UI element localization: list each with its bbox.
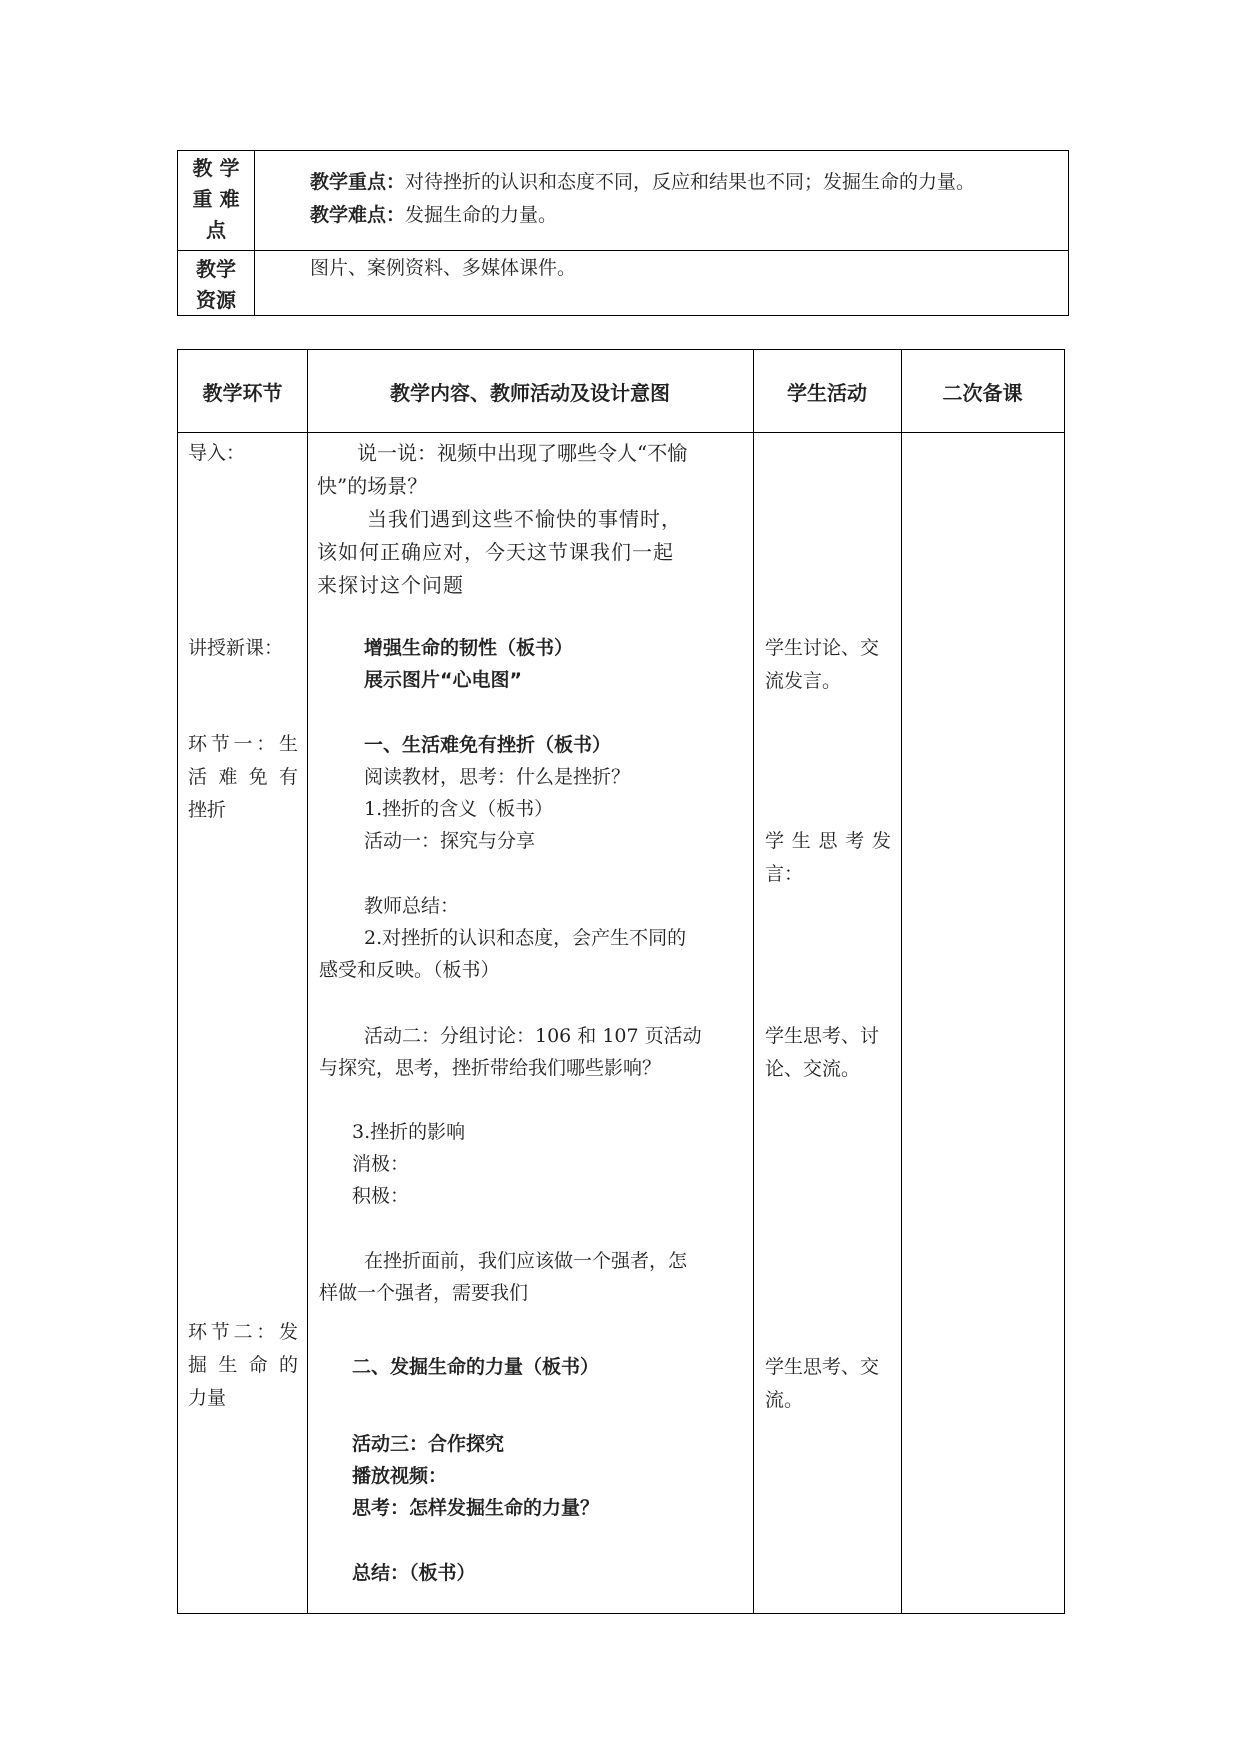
header-student-activity: 学生活动 xyxy=(787,380,867,405)
lesson-title: 增强生命的韧性（板书） xyxy=(364,637,574,659)
column-divider xyxy=(753,350,754,1613)
section-intro: 导入： xyxy=(188,442,246,464)
summary-line: 总结：（板书） xyxy=(352,1562,476,1584)
be-strong-line-two: 样做一个强者，需要我们 xyxy=(319,1282,529,1304)
frustration-meaning: 1.挫折的含义（板书） xyxy=(364,798,554,820)
column-divider xyxy=(901,350,902,1613)
influence-positive: 积极： xyxy=(352,1185,410,1207)
column-divider xyxy=(254,151,255,315)
be-strong-line-one: 在挫折面前，我们应该做一个强者，怎 xyxy=(364,1250,688,1272)
influence-negative: 消极： xyxy=(352,1153,410,1175)
student-activity-think-discuss: 学生思考、讨 论、交流。 xyxy=(765,1025,880,1080)
activity-three: 活动三：合作探究 xyxy=(352,1433,505,1455)
column-divider xyxy=(307,350,308,1613)
student-activity-discuss: 学生讨论、交 流发言。 xyxy=(765,637,880,692)
show-picture: 展示图片“心电图” xyxy=(364,669,522,691)
activity-two-line-one: 活动二：分组讨论：106 和 107 页活动 xyxy=(364,1025,702,1047)
key-points-table xyxy=(177,150,1069,316)
section-part-two: 环节二：发 掘 生 命 的 力量 xyxy=(188,1321,298,1409)
key-difficult-points-label: 教 学 重 难 点 xyxy=(192,156,240,242)
teaching-resources-label: 教学 资源 xyxy=(196,257,236,312)
header-divider xyxy=(178,432,1064,433)
activity-one: 活动一：探究与分享 xyxy=(364,830,536,852)
lesson-plan-table xyxy=(177,349,1065,1614)
read-textbook: 阅读教材，思考：什么是挫折？ xyxy=(364,766,631,788)
play-video: 播放视频： xyxy=(352,1465,448,1487)
row-divider xyxy=(178,250,1068,251)
attitude-line-one: 2.对挫折的认识和态度，会产生不同的 xyxy=(364,927,687,949)
section-new-lesson: 讲授新课： xyxy=(188,637,284,659)
teaching-resources-content: 图片、案例资料、多媒体课件。 xyxy=(310,257,577,279)
intro-content: 说一说：视频中出现了哪些令人“不愉 快”的场景？ 当我们遇到这些不愉快的事情时， 该如何正确应对，今天这节课我们一起 来探讨这个问题 xyxy=(317,441,688,597)
attitude-line-two: 感受和反映。（板书） xyxy=(319,959,500,981)
frustration-influence: 3.挫折的影响 xyxy=(352,1121,466,1143)
activity-two-line-two: 与探究，思考，挫折带给我们哪些影响？ xyxy=(319,1057,662,1079)
key-difficult-points-content xyxy=(310,166,975,232)
header-second-preparation: 二次备课 xyxy=(942,380,1023,405)
header-teaching-section: 教学环节 xyxy=(202,380,283,405)
header-teaching-content: 教学内容、教师活动及设计意图 xyxy=(390,380,670,405)
student-activity-think-exchange: 学生思考、交 流。 xyxy=(765,1356,880,1411)
think-question: 思考：怎样发掘生命的力量？ xyxy=(352,1497,600,1519)
heading-two: 二、发掘生命的力量（板书） xyxy=(352,1356,600,1378)
teacher-summary: 教师总结： xyxy=(364,895,460,917)
difficult-point-line: 教学难点：发掘生命的力量。 xyxy=(310,204,558,226)
section-part-one: 环节一：生 活 难 免 有 挫折 xyxy=(188,733,298,821)
heading-one: 一、生活难免有挫折（板书） xyxy=(364,734,612,756)
key-point-line: 教学重点：对待挫折的认识和态度不同，反应和结果也不同；发掘生命的力量。 xyxy=(310,171,976,193)
student-activity-think-speak: 学 生 思 考 发 言： xyxy=(765,830,891,885)
